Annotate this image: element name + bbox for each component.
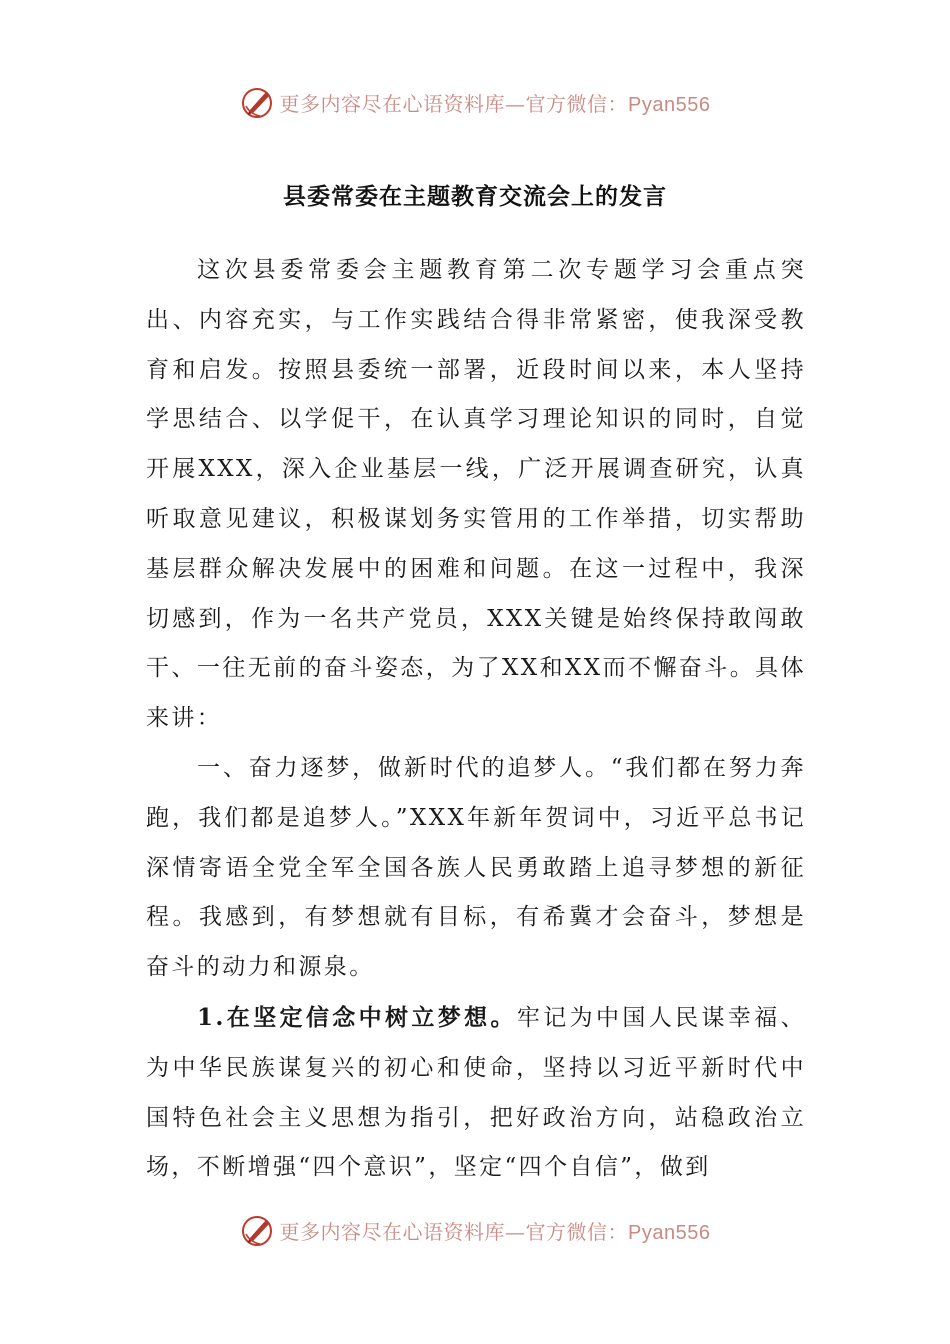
point-one-heading: 1.在坚定信念中树立梦想。 (197, 1003, 517, 1031)
paragraph-section-one: 一、奋力逐梦，做新时代的追梦人。“我们都在努力奔跑，我们都是追梦人。”XXX年新年贺词中，习近平总书记深情寄语全党全军全国各族人民勇敢踏上追寻梦想的新征程。我感到，有梦想就有目标，有希冀才会奋斗，梦想是奋斗的动力和源泉。 (146, 754, 806, 981)
footer-watermark (0, 1210, 950, 1250)
pen-logo-icon (240, 84, 276, 120)
document-title: 县委常委在主题教育交流会上的发言 (283, 183, 667, 210)
document-body (146, 246, 806, 1193)
pen-logo-icon (240, 1212, 276, 1248)
header-watermark (0, 82, 950, 122)
paragraph-point-one (146, 993, 806, 1193)
watermark-text: 更多内容尽在心语资料库—官方微信：Pyan556 (279, 91, 711, 116)
point-one-body: 牢记为中国人民谋幸福、为中华民族谋复兴的初心和使命，坚持以习近平新时代中国特色社会主义思想为指引，把好政治方向，站稳政治立场，不断增强“四个意识”，坚定“四个自信”，做到 (146, 1004, 806, 1181)
paragraph-intro: 这次县委常委会主题教育第二次专题学习会重点突出、内容充实，与工作实践结合得非常紧密，使我深受教育和启发。按照县委统一部署，近段时间以来，本人坚持学思结合、以学促干，在认真学习理论知识的同时，自觉开展XXX，深入企业基层一线，广泛开展调查研究，认真听取意见建议，积极谋划务实管用的工作举措，切实帮助基层群众解决发展中的困难和问题。在这一过程中，我深切感到，作为一名共产党员，XXX关键是始终保持敢闯敢干、一往无前的奋斗姿态，为了XX和XX而不懈奋斗。具体来讲： (146, 257, 806, 732)
watermark-text: 更多内容尽在心语资料库—官方微信：Pyan556 (279, 1219, 711, 1244)
